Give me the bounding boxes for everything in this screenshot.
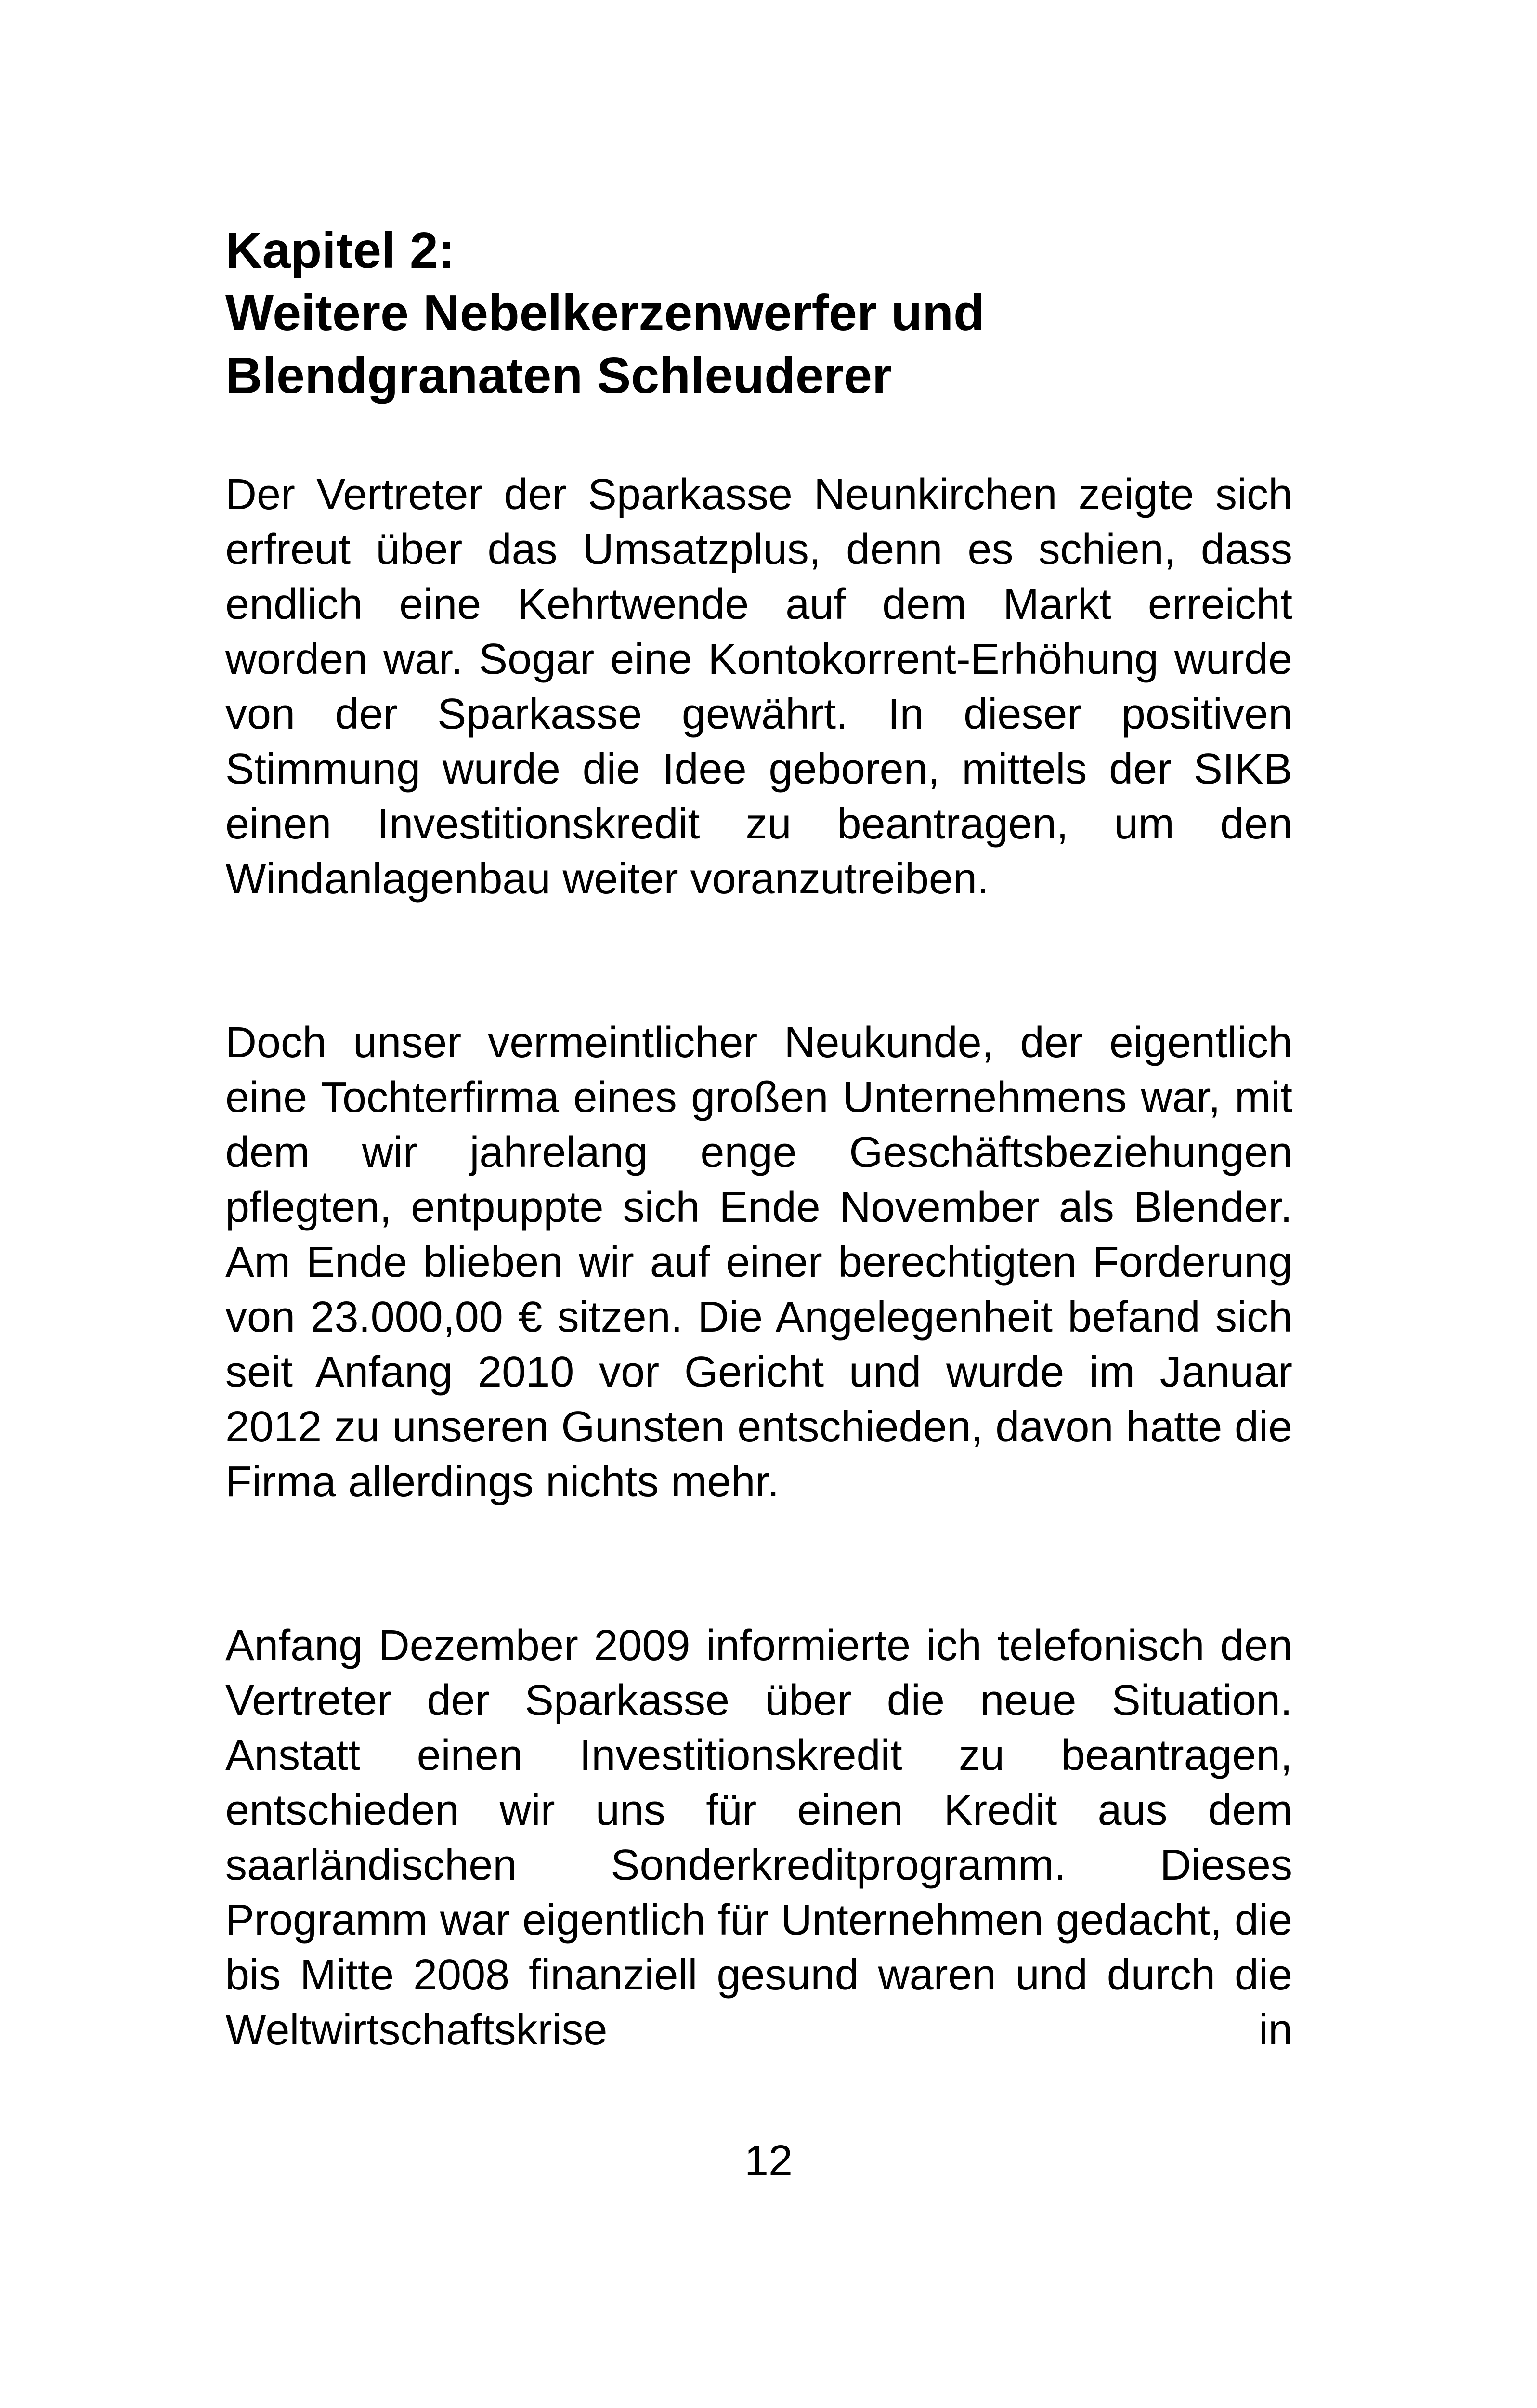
page-number: 12 [744, 2137, 793, 2185]
body-paragraph-3: Anfang Dezember 2009 informierte ich telefonisch den Vertreter der Sparkasse über die neue Situation. Anstatt einen Investitionskredit zu beantragen, entschieden wir uns für einen Kredit aus dem saarländischen Sonderkreditprogramm. Dieses Programm war eigentlich für Unternehmen gedacht, die bis Mitte 2008 finanziell gesund waren und durch die Weltwirtschaftskrise in [225, 1622, 1292, 2054]
body-paragraph-1: Der Vertreter der Sparkasse Neunkirchen zeigte sich erfreut über das Umsatzplus, denn es schien, dass endlich eine Kehrtwende auf dem Markt erreicht worden war. Sogar eine Kontokorrent-Erhöhung wurde von der Sparkasse gewährt. In dieser positiven Stimmung wurde die Idee geboren, mittels der SIKB einen Investitionskredit zu beantragen, um den Windanlagenbau weiter voranzutreiben. [225, 471, 1292, 903]
chapter-heading [225, 219, 1294, 407]
chapter-title-line-2: Blendgranaten Schleuderer [225, 347, 892, 404]
chapter-title-line-1: Weitere Nebelkerzenwerfer und [225, 285, 985, 341]
chapter-label: Kapitel 2: [225, 222, 456, 279]
body-paragraph-2: Doch unser vermeintlicher Neukunde, der eigentlich eine Tochterfirma eines großen Unternehmens war, mit dem wir jahrelang enge Geschäftsbeziehungen pflegten, entpuppte sich Ende November als Blender. Am Ende blieben wir auf einer berechtigten Forderung von 23.000,00 € sitzen. Die Angelegenheit befand sich seit Anfang 2010 vor Gericht und wurde im Januar 2012 zu unseren Gunsten entschieden, davon hatte die Firma allerdings nichts mehr. [225, 1019, 1292, 1506]
